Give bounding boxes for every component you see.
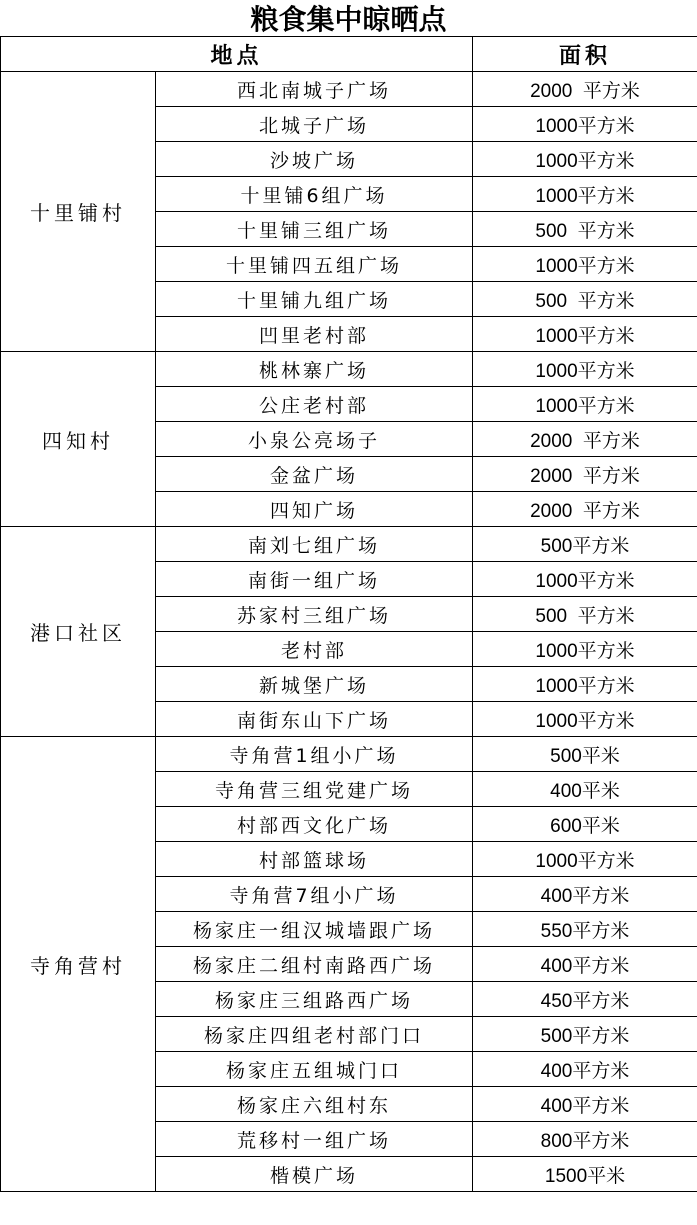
area-cell: 600平米	[473, 807, 697, 842]
area-cell: 1000平方米	[473, 562, 697, 597]
area-cell: 1000平方米	[473, 667, 697, 702]
table-body	[1, 72, 697, 1192]
area-cell: 1000平方米	[473, 702, 697, 737]
location-header: 地点	[1, 37, 473, 72]
location-cell: 新城堡广场	[156, 667, 473, 702]
location-cell: 杨家庄六组村东	[156, 1087, 473, 1122]
location-cell: 村部篮球场	[156, 842, 473, 877]
area-cell: 1500平米	[473, 1157, 697, 1192]
area-cell: 500平方米	[473, 527, 697, 562]
location-cell: 小泉公亮场子	[156, 422, 473, 457]
area-cell: 1000平方米	[473, 177, 697, 212]
area-cell: 1000平方米	[473, 352, 697, 387]
location-cell: 寺角营1组小广场	[156, 737, 473, 772]
area-cell: 400平方米	[473, 877, 697, 912]
area-cell: 2000 平方米	[473, 422, 697, 457]
location-cell: 村部西文化广场	[156, 807, 473, 842]
location-cell: 桃林寨广场	[156, 352, 473, 387]
area-cell: 400平方米	[473, 947, 697, 982]
area-cell: 2000 平方米	[473, 457, 697, 492]
location-cell: 杨家庄一组汉城墙跟广场	[156, 912, 473, 947]
location-cell: 北城子广场	[156, 107, 473, 142]
area-cell: 500 平方米	[473, 212, 697, 247]
location-cell: 沙坡广场	[156, 142, 473, 177]
area-cell: 550平方米	[473, 912, 697, 947]
location-cell: 四知广场	[156, 492, 473, 527]
area-cell: 400平米	[473, 772, 697, 807]
location-cell: 老村部	[156, 632, 473, 667]
location-cell: 杨家庄二组村南路西广场	[156, 947, 473, 982]
area-cell: 1000平方米	[473, 842, 697, 877]
area-header: 面积	[473, 37, 697, 72]
area-cell: 1000平方米	[473, 317, 697, 352]
location-cell: 西北南城子广场	[156, 72, 473, 107]
area-cell: 2000 平方米	[473, 492, 697, 527]
table-row	[1, 72, 697, 107]
area-cell: 1000平方米	[473, 142, 697, 177]
area-cell: 500 平方米	[473, 597, 697, 632]
location-cell: 南街东山下广场	[156, 702, 473, 737]
drying-sites-table	[0, 36, 697, 1192]
location-cell: 公庄老村部	[156, 387, 473, 422]
area-cell: 1000平方米	[473, 107, 697, 142]
village-cell: 港口社区	[1, 527, 156, 737]
location-cell: 南街一组广场	[156, 562, 473, 597]
table-header-row	[1, 37, 697, 72]
table-row	[1, 352, 697, 387]
location-cell: 杨家庄四组老村部门口	[156, 1017, 473, 1052]
location-cell: 凹里老村部	[156, 317, 473, 352]
area-cell: 2000 平方米	[473, 72, 697, 107]
location-cell: 十里铺九组广场	[156, 282, 473, 317]
village-cell: 四知村	[1, 352, 156, 527]
location-cell: 南刘七组广场	[156, 527, 473, 562]
area-cell: 500 平方米	[473, 282, 697, 317]
area-cell: 500平方米	[473, 1017, 697, 1052]
area-cell: 1000平方米	[473, 387, 697, 422]
location-cell: 杨家庄三组路西广场	[156, 982, 473, 1017]
location-cell: 十里铺四五组广场	[156, 247, 473, 282]
location-cell: 十里铺6组广场	[156, 177, 473, 212]
table-row	[1, 737, 697, 772]
location-cell: 苏家村三组广场	[156, 597, 473, 632]
page-title: 粮食集中晾晒点	[250, 3, 447, 36]
location-cell: 寺角营三组党建广场	[156, 772, 473, 807]
table-row	[1, 527, 697, 562]
location-cell: 金盆广场	[156, 457, 473, 492]
area-cell: 1000平方米	[473, 247, 697, 282]
village-cell: 寺角营村	[1, 737, 156, 1192]
area-cell: 800平方米	[473, 1122, 697, 1157]
area-cell: 400平方米	[473, 1052, 697, 1087]
area-cell: 1000平方米	[473, 632, 697, 667]
village-cell: 十里铺村	[1, 72, 156, 352]
location-cell: 楷模广场	[156, 1157, 473, 1192]
location-cell: 荒移村一组广场	[156, 1122, 473, 1157]
area-cell: 450平方米	[473, 982, 697, 1017]
location-cell: 寺角营7组小广场	[156, 877, 473, 912]
area-cell: 400平方米	[473, 1087, 697, 1122]
location-cell: 十里铺三组广场	[156, 212, 473, 247]
location-cell: 杨家庄五组城门口	[156, 1052, 473, 1087]
area-cell: 500平米	[473, 737, 697, 772]
